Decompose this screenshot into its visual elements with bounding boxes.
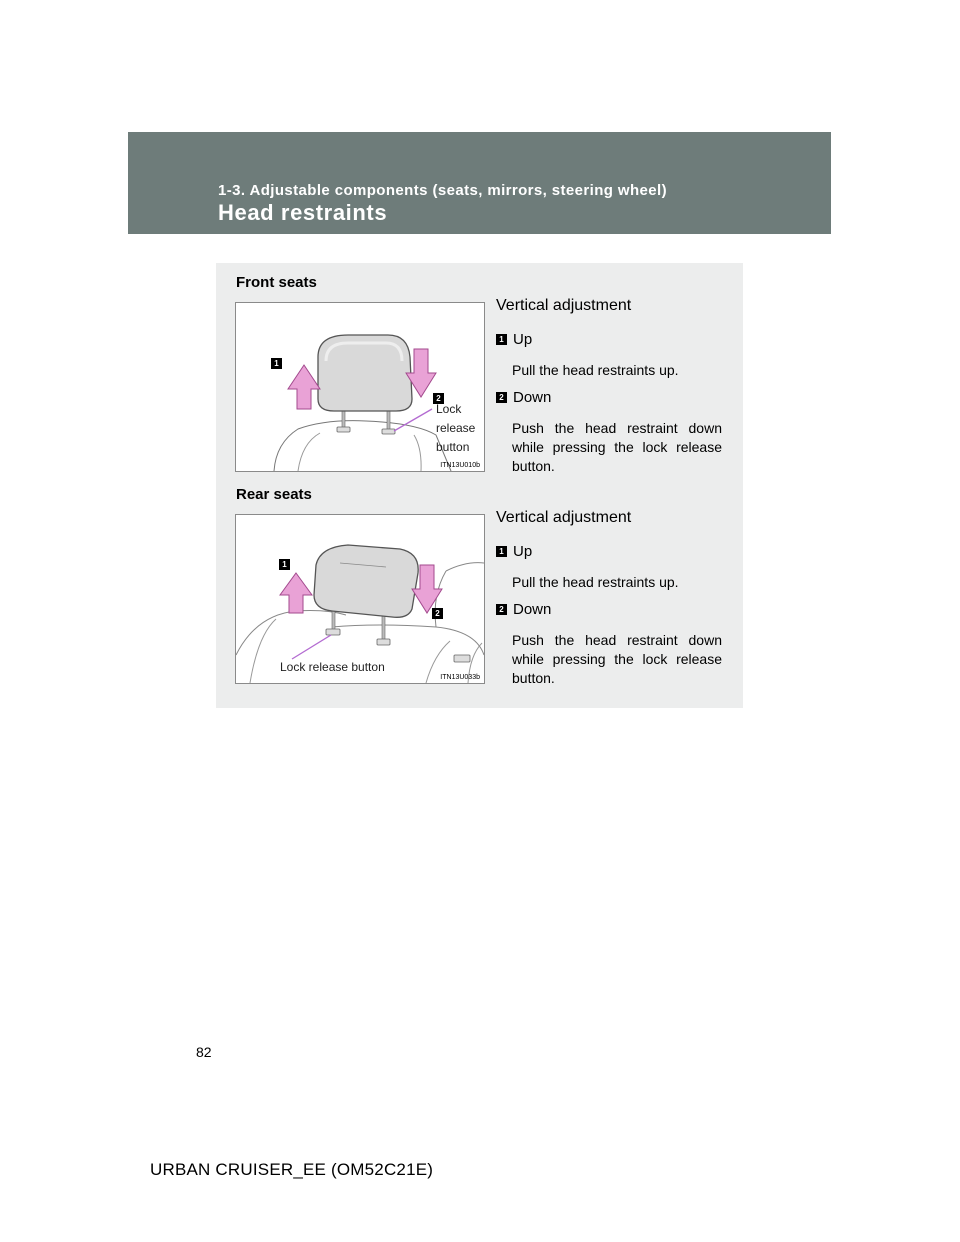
front-lock-label-line-1: Lock	[436, 402, 462, 416]
front-step-down	[496, 389, 551, 406]
page-title: Head restraints	[218, 200, 388, 225]
front-lock-label-line-3: button	[436, 440, 470, 454]
front-step-up	[496, 331, 532, 348]
rear-badge-up: 1	[279, 559, 290, 570]
rear-step-down-desc: Push the head restraint down while pressing the lock release button.	[512, 632, 722, 686]
front-lock-label-line-2: release	[436, 421, 476, 435]
rear-seats-label: Rear seats	[236, 486, 312, 503]
rear-step-down-title: Down	[513, 601, 552, 618]
section-header	[128, 132, 831, 234]
front-figure-code: ITN13U010b	[440, 462, 480, 469]
rear-adjustment-heading: Vertical adjustment	[496, 509, 632, 526]
rear-badge-down: 2	[432, 608, 443, 619]
front-step-up-title: Up	[513, 331, 533, 348]
rear-step-up	[496, 543, 532, 560]
front-seats-label: Front seats	[236, 274, 317, 291]
front-step-down-badge: 2	[496, 392, 507, 403]
rear-step-up-badge: 1	[496, 546, 507, 557]
rear-lock-release-label: Lock release button	[280, 660, 385, 674]
rear-step-down	[496, 601, 551, 618]
rear-seat-figure	[235, 514, 485, 684]
rear-step-up-desc: Pull the head restraints up.	[512, 574, 679, 590]
page-number: 82	[196, 1044, 212, 1060]
front-seat-figure	[235, 302, 485, 472]
rear-step-up-title: Up	[513, 543, 533, 560]
front-badge-up: 1	[271, 358, 282, 369]
front-lock-release-label	[436, 400, 475, 457]
front-badge-down: 2	[433, 393, 444, 404]
front-adjustment-heading: Vertical adjustment	[496, 297, 632, 314]
rear-step-down-badge: 2	[496, 604, 507, 615]
front-step-down-desc: Push the head restraint down while pressing the lock release button.	[512, 420, 722, 474]
content-panel	[216, 263, 743, 708]
front-step-down-title: Down	[513, 389, 552, 406]
front-step-up-desc: Pull the head restraints up.	[512, 362, 679, 378]
rear-figure-code: ITN13U033b	[440, 674, 480, 681]
front-step-up-badge: 1	[496, 334, 507, 345]
section-heading: 1-3. Adjustable components (seats, mirrors, steering wheel)	[218, 182, 667, 199]
footer-model: URBAN CRUISER_EE (OM52C21E)	[150, 1160, 434, 1179]
